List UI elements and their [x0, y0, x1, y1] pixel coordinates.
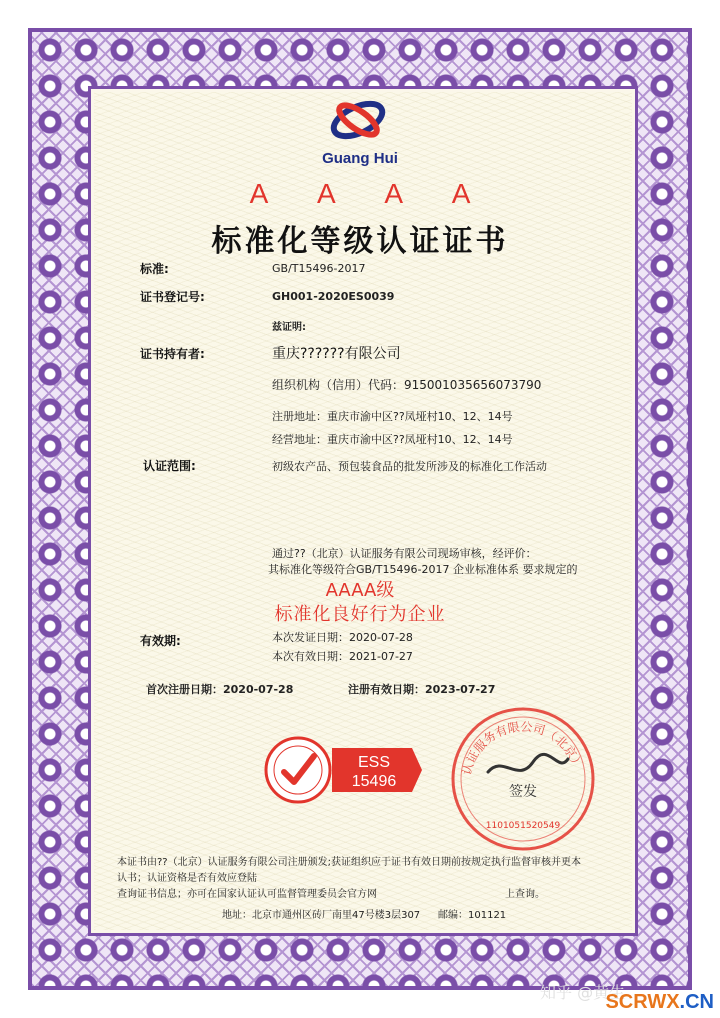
holder-label: 证书持有者: [140, 347, 205, 361]
statement-line2: 其标准化等级符合GB/T15496-2017 企业标准体系 要求规定的 [268, 563, 578, 576]
svg-text:认证服务有限公司（北京） [460, 720, 585, 777]
standard-label: 标准: [140, 262, 169, 276]
footer-postcode: 邮编：101121 [438, 910, 507, 921]
first-reg-date: 首次注册日期：2020-07-28 [146, 683, 294, 696]
reg-valid-date: 注册有效日期：2023-07-27 [348, 683, 496, 696]
ess-15496-badge [262, 734, 422, 806]
cert-no-value: GH001-2020ES0039 [272, 290, 395, 303]
org-code: 组织机构（信用）代码：915001035656073790 [272, 378, 542, 392]
footer-address: 地址：北京市通州区砖厂南里47号楼3层307 [222, 910, 421, 921]
cert-no-label: 证书登记号: [140, 290, 205, 304]
grade-letters: A A A A [249, 178, 493, 209]
holder-value: 重庆??????有限公司 [272, 346, 401, 362]
biz-address: 经营地址：重庆市渝中区??凤垭村10、12、14号 [272, 433, 513, 446]
logo-text: Guang Hui [322, 150, 398, 167]
validity-label: 有效期: [140, 634, 181, 648]
certification-seal [448, 704, 598, 854]
issue-date: 本次发证日期：2020-07-28 [272, 631, 413, 644]
footer-line3b: 上查询。 [505, 889, 545, 900]
standard-value: GB/T15496-2017 [272, 262, 366, 275]
zhihu-watermark: 知乎 @黄生 [540, 983, 626, 1002]
footer-line1: 本证书由??（北京）认证服务有限公司注册颁发;获证组织应于证书有效日期前按规定执行监督审核并更本 [117, 857, 581, 868]
ess-badge-text1: ESS [357, 754, 391, 771]
valid-date: 本次有效日期：2021-07-27 [272, 650, 413, 663]
ess-badge-text2: 15496 [351, 773, 397, 790]
proof-label: 兹证明: [272, 322, 306, 333]
statement-grade: AAAA级 [325, 580, 395, 601]
scope-label: 认证范围: [143, 459, 196, 473]
statement-award: 标准化良好行为企业 [274, 604, 446, 625]
scope-value: 初级农产品、预包装食品的批发所涉及的标准化工作活动 [272, 460, 547, 473]
certificate-title: 标准化等级认证证书 [211, 224, 509, 259]
footer-line3: 查询证书信息；亦可在国家认证认可监督管理委员会官方网 [117, 889, 377, 900]
statement-line1: 通过??（北京）认证服务有限公司现场审核，经评价： [272, 547, 537, 560]
footer-line2: 认书；认证资格是否有效应登陆 [117, 873, 257, 884]
reg-address: 注册地址：重庆市渝中区??凤垭村10、12、14号 [272, 410, 513, 423]
seal-sign-text: 签发 [509, 784, 537, 800]
guang-hui-logo-icon [330, 92, 386, 148]
seal-ring-text: 认证服务有限公司（北京） [459, 719, 585, 777]
site-watermark: SCRWX.CN [605, 991, 714, 1013]
seal-number: 1101051520549 [485, 821, 561, 831]
